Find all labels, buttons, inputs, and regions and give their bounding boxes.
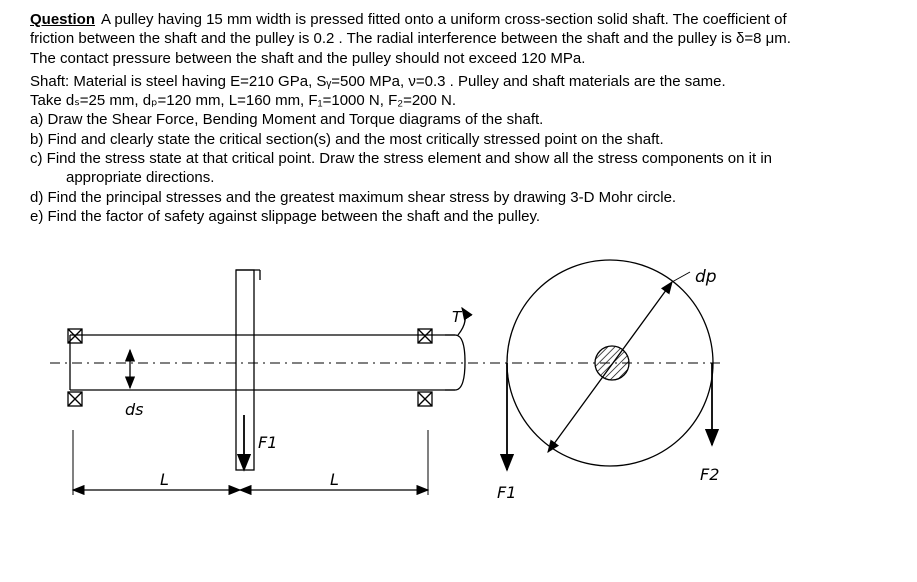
shaft-material-line: Shaft: Material is steel having E=210 GPa, Sᵧ=500 MPa, ν=0.3 . Pulley and shaft materials are the same.	[30, 72, 726, 90]
label-l-right: L	[330, 470, 339, 489]
part-c: c) Find the stress state at that critical point. Draw the stress element and show all the stress components on it in	[30, 150, 773, 168]
label-f2: F2	[700, 465, 720, 484]
label-dp: dp	[695, 267, 717, 287]
question-label: Question	[30, 11, 96, 28]
shaft-section-hatched	[595, 346, 629, 380]
bearing-right-top	[418, 329, 432, 343]
pulley-side	[236, 270, 254, 470]
bearing-right-bottom	[418, 392, 432, 406]
question-text	[30, 10, 910, 226]
question-line-1: Question A pulley having 15 mm width is pressed fitted onto a uniform cross-section solid shaft. The coefficient of	[30, 11, 787, 28]
label-ds: ds	[125, 400, 144, 419]
label-l-left: L	[160, 470, 169, 489]
part-c-continued: appropriate directions.	[66, 169, 215, 187]
label-torque: T	[452, 308, 462, 326]
dp-diameter-arrow	[548, 282, 672, 452]
question-line-3: The contact pressure between the shaft and the pulley should not exceed 120 MPa.	[30, 49, 586, 67]
bearing-left-bottom	[68, 392, 82, 406]
part-b: b) Find and clearly state the critical section(s) and the most critically stressed point on the shaft.	[30, 130, 664, 148]
shaft-pulley-figure	[0, 240, 917, 520]
label-f1-circle: F1	[497, 483, 517, 502]
pulley-end-view	[507, 260, 713, 470]
part-e: e) Find the factor of safety against slippage between the shaft and the pulley.	[30, 207, 541, 225]
part-a: a) Draw the Shear Force, Bending Moment and Torque diagrams of the shaft.	[30, 111, 544, 129]
question-line-2: friction between the shaft and the pulley is 0.2 . The radial interference between the shaft and the pulley is δ=8 μm.	[30, 30, 791, 48]
dp-leader	[672, 272, 690, 282]
shaft-side-view	[50, 270, 720, 495]
part-d: d) Find the principal stresses and the greatest maximum shear stress by drawing 3-D Mohr circle.	[30, 188, 677, 206]
given-values-line: Take dₛ=25 mm, dₚ=120 mm, L=160 mm, F₁=1000 N, F₂=200 N.	[30, 92, 457, 110]
label-f1-shaft: F1	[258, 433, 278, 452]
